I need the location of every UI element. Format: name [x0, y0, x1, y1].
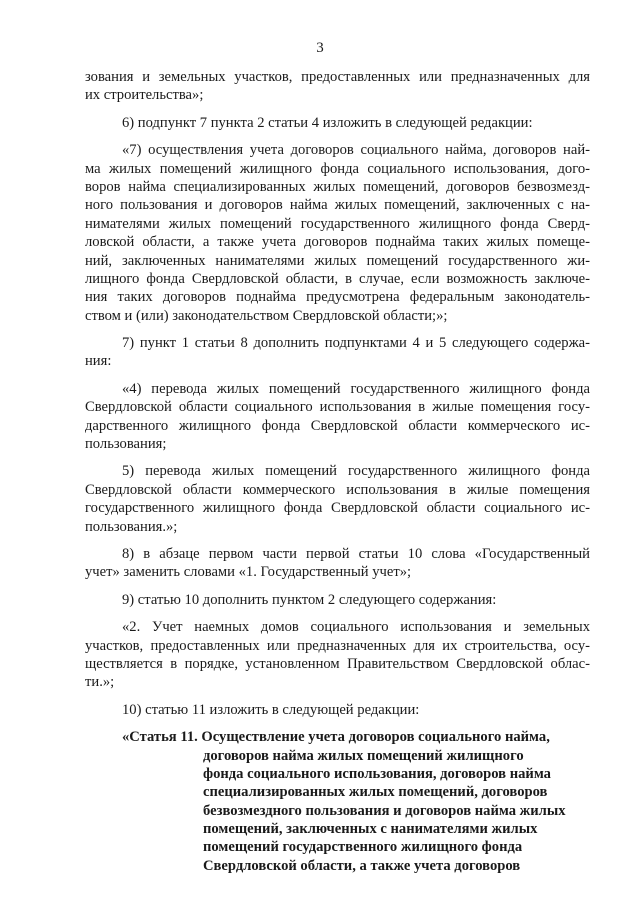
text-line: 5) перевода жилых помещений государственного жилищного фонда [122, 463, 590, 480]
text-line: 9) статью 10 дополнить пунктом 2 следующего содержания: [122, 591, 497, 608]
text-line: учет» заменить словами «1. Государственный учет»; [85, 564, 412, 581]
paragraph [85, 462, 590, 536]
paragraph [85, 141, 590, 325]
text-line: «7) осуществления учета договоров социального найма, договоров най- [122, 142, 590, 159]
article-heading-line: договоров найма жилых помещений жилищного [203, 747, 524, 764]
text-line: ния таких договоров поднайма предусмотрена федеральным законодатель- [85, 289, 590, 306]
article-heading [85, 728, 590, 875]
text-line: зования и земельных участков, предоставленных или предназначенных для [85, 69, 590, 85]
document-body [85, 68, 590, 875]
article-heading-line: фонда социального использования, договоров найма [203, 765, 551, 782]
paragraph [85, 380, 590, 454]
text-line: «2. Учет наемных домов социального использования и земельных [122, 619, 590, 636]
text-line: ществляется в порядке, установленном Правительством Свердловской облас- [85, 655, 590, 672]
text-line: дарственного жилищного фонда Свердловской области коммерческого ис- [85, 417, 590, 434]
text-line: пользования.»; [85, 518, 178, 535]
article-heading-line: Свердловской области, а также учета договоров [203, 857, 521, 874]
paragraph [85, 68, 590, 105]
article-heading-line: безвозмездного пользования и договоров найма жилых [203, 802, 566, 819]
text-line: их строительства»; [85, 87, 204, 104]
text-line: воров найма специализированных жилых помещений, договоров безвозмезд- [85, 178, 590, 195]
article-heading-line: специализированных жилых помещений, договоров [203, 784, 548, 801]
text-line: государственного жилищного фонда Свердловской области социального ис- [85, 500, 590, 517]
paragraph [85, 334, 590, 371]
paragraph [85, 545, 590, 582]
text-line: ного пользования и договоров найма жилых помещений, заключенных с на- [85, 197, 590, 214]
paragraph [85, 114, 590, 132]
article-heading-line: помещений государственного жилищного фонда [203, 839, 523, 856]
paragraph [85, 701, 590, 719]
text-line: «4) перевода жилых помещений государственного жилищного фонда [122, 380, 590, 397]
text-line: ний, заключенных нанимателями жилых помещений государственного жи- [85, 252, 590, 269]
text-line: ловской области, а также учета договоров поднайма таких жилых помеще- [85, 234, 590, 251]
text-line: ния: [85, 353, 112, 370]
text-line: 10) статью 11 изложить в следующей редакции: [122, 701, 420, 718]
page-number: 3 [316, 40, 324, 56]
text-line: пользования; [85, 436, 167, 453]
text-line: Свердловской области социального использования в жилые помещения госу- [85, 399, 590, 416]
text-line: участков, предоставленных или предназначенных для их строительства, осу- [85, 637, 590, 654]
text-line: нимателями жилых помещений государственного жилищного фонда Сверд- [85, 215, 590, 232]
text-line: ством и (или) законодательством Свердловской области;»; [85, 307, 448, 324]
text-line: лищного фонда Свердловской области, в случае, если возможность заключе- [85, 270, 590, 287]
text-line: ма жилых помещений жилищного фонда социального использования, дого- [85, 160, 590, 177]
article-heading-line: помещений, заключенных с нанимателями жилых [203, 821, 538, 838]
text-line: 6) подпункт 7 пункта 2 статьи 4 изложить в следующей редакции: [122, 114, 533, 131]
text-line: 8) в абзаце первом части первой статьи 10 слова «Государственный [122, 545, 590, 562]
text-line: 7) пункт 1 статьи 8 дополнить подпунктами 4 и 5 следующего содержа- [122, 335, 590, 352]
article-heading-line: «Статья 11. Осуществление учета договоров социального найма, [122, 729, 550, 746]
text-line: Свердловской области коммерческого использования в жилые помещения [85, 481, 590, 498]
text-line: ти.»; [85, 674, 115, 691]
paragraph [85, 591, 590, 609]
paragraph [85, 618, 590, 692]
